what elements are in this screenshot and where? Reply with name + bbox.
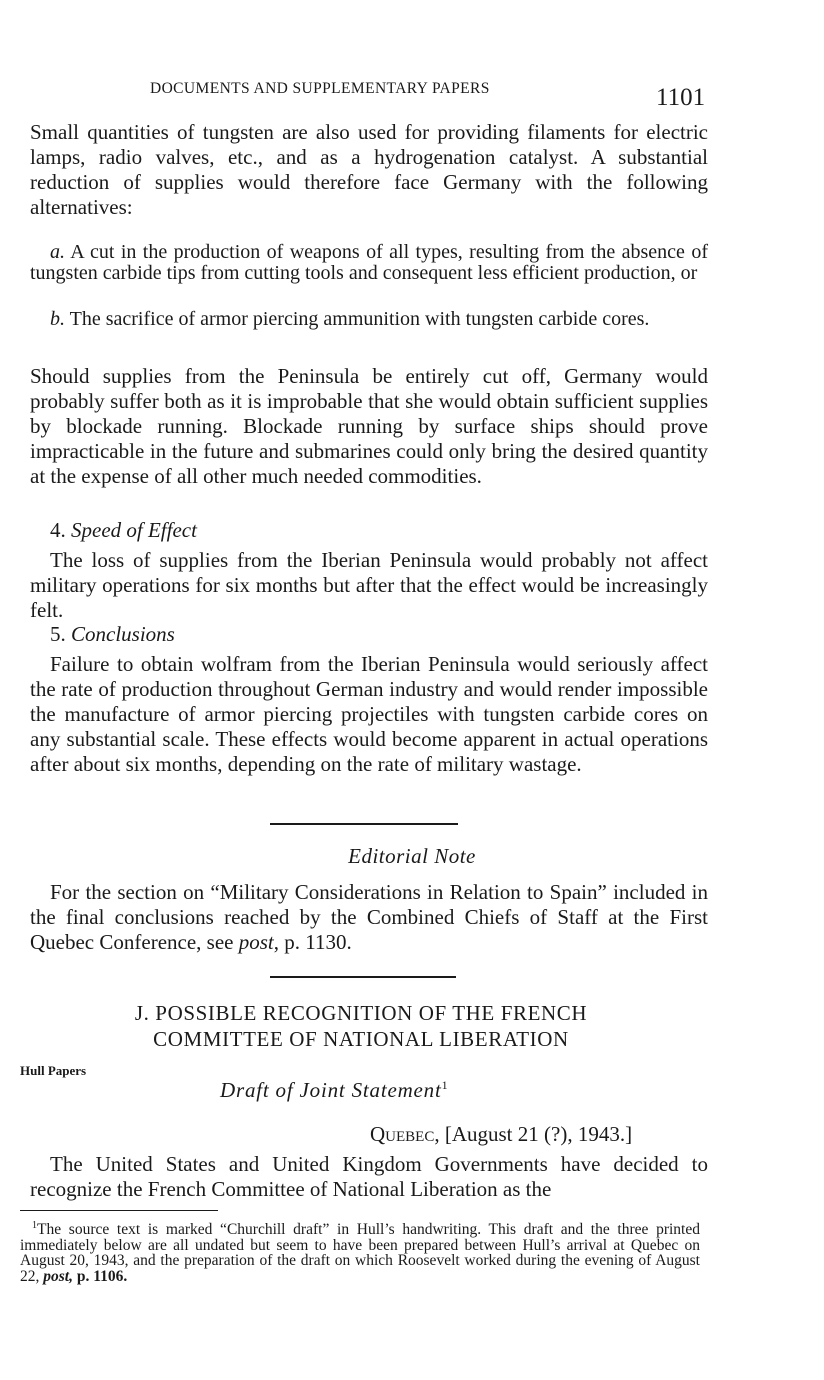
section-heading-line2: COMMITTEE OF NATIONAL LIBERATION [153,1027,569,1051]
list-marker-b: b. [50,308,65,330]
editorial-note-title: Editorial Note [348,844,476,868]
dateline-date: [August 21 (?), 1943.] [444,1122,633,1146]
dateline [370,1122,632,1147]
footnote-ref[interactable]: 1 [441,1078,449,1092]
heading-4-text: Speed of Effect [71,518,197,542]
paragraph-supplies: Should supplies from the Peninsula be entirely cut off, Germany would probably suffer both as it is improbable that she would obtain sufficient supplies by blockade running. Blockade running by surface ships should prove impracticable in the future and submarines could only bring the desired quantity at the expense of all other much needed commodities. [30,364,708,488]
source-label: Hull Papers [20,1063,87,1078]
footnote-text: The source text is marked “Churchill draft” in Hull’s handwriting. This draft and the three printed immediately below are all undated but seem to have been prepared between Hull’s arrival at Quebec on August 20, 1943, and the preparation of the draft on which Roosevelt worked during the evening of August 22, [20,1221,700,1285]
footnote-page: p. 1106. [72,1267,128,1285]
divider-rule [270,823,458,825]
section-heading-line1: J. POSSIBLE RECOGNITION OF THE FRENCH [134,1001,588,1025]
footnote [20,1218,700,1284]
paragraph-conclusions: Failure to obtain wolfram from the Iberian Peninsula would seriously affect the rate of production throughout German industry and would render impossible the manufacture of armor piercing projectiles with tungsten carbide cores on any substantial scale. These effects would become apparent in actual operations after about six months, depending on the rate of military wastage. [30,652,708,776]
list-item-b [30,309,708,330]
paragraph-statement: The United States and United Kingdom Governments have decided to recognize the French Committee of National Liberation as the [30,1152,708,1201]
footnote-rule [20,1210,218,1211]
editorial-text-before: For the section on “Military Considerations in Relation to Spain” included in the final conclusions reached by the Combined Chiefs of Staff at the First Quebec Conference, see [30,880,708,954]
running-head: DOCUMENTS AND SUPPLEMENTARY PAPERS [150,80,490,97]
page-number: 1101 [656,84,706,111]
heading-5-text: Conclusions [71,622,175,646]
list-text-b: The sacrifice of armor piercing ammunition with tungsten carbide cores. [69,308,650,330]
heading-5-number: 5. [50,622,66,646]
heading-conclusions [50,622,175,646]
divider-rule-2 [270,976,456,978]
paragraph-speed: The loss of supplies from the Iberian Peninsula would probably not affect military operations for six months but after that the effect would be increasingly felt. [30,548,708,622]
editorial-post: post [238,930,274,954]
list-text-a: A cut in the production of weapons of all types, resulting from the absence of tungsten carbide tips from cutting tools and consequent less efficient production, or [30,241,708,284]
list-marker-a: a. [50,241,65,263]
document-title-text: Draft of Joint Statement [220,1078,442,1102]
editorial-text-after: , p. 1130. [273,930,352,954]
footnote-marker: 1 [32,1220,37,1231]
list-item-a [30,242,708,284]
paragraph-intro: Small quantities of tungsten are also used for providing filaments for electric lamps, radio valves, etc., and as a hydrogenation catalyst. A substantial reduction of supplies would therefore face Germany with the following alternatives: [30,120,708,219]
dateline-place: Quebec, [370,1122,440,1146]
heading-4-number: 4. [50,518,66,542]
heading-speed-of-effect [50,518,197,542]
document-title [220,1078,448,1103]
paragraph-editorial [30,880,708,955]
footnote-post: post, [43,1267,73,1285]
